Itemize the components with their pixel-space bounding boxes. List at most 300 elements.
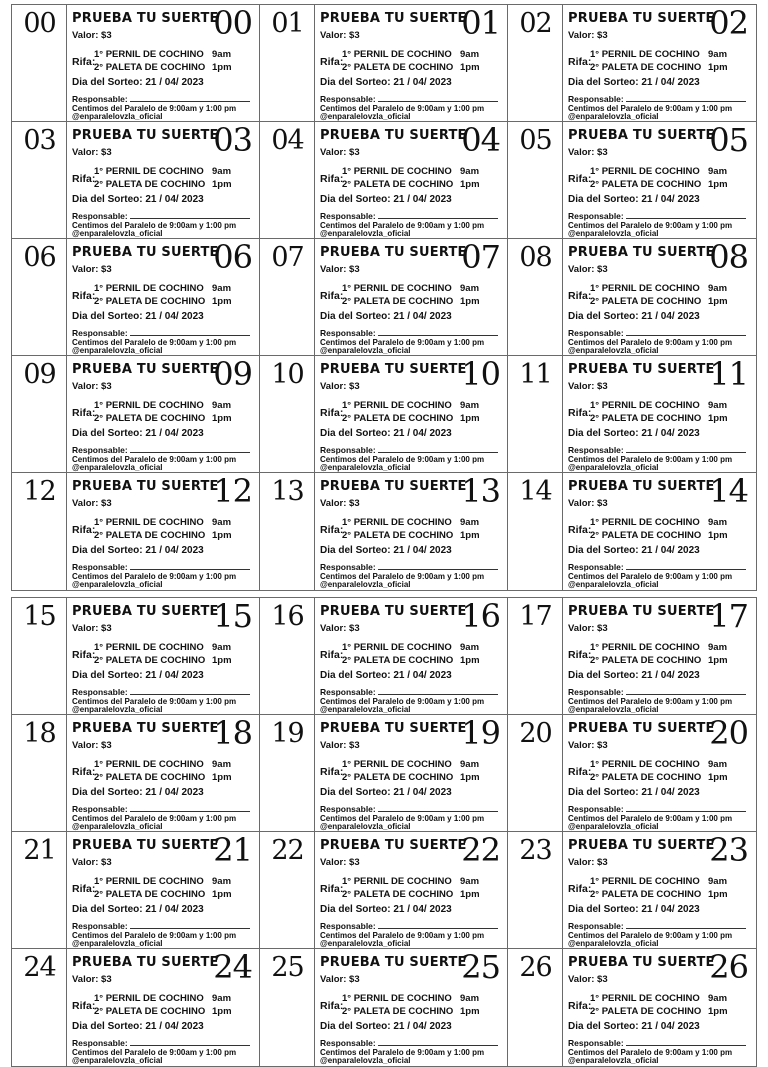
raffle-ticket [11,4,261,123]
stub-number: 15 [23,601,56,632]
ticket-stub [260,715,315,832]
ticket-number: 26 [709,948,748,986]
draw-source-note: Centimos del Paralelo de 9:00am y 1:00 pm [72,455,237,464]
first-prize-name: 1° PERNIL DE COCHINO [590,166,700,177]
first-prize [590,759,728,770]
ticket-price: Valor: $3 [320,623,360,634]
first-prize [342,49,480,60]
draw-source-note: Centimos del Paralelo de 9:00am y 1:00 pm [72,814,237,823]
first-prize [94,49,232,60]
ticket-stub [12,832,67,949]
draw-date: Dia del Sorteo: 21 / 04/ 2023 [320,787,452,798]
first-prize-name: 1° PERNIL DE COCHINO [590,993,700,1004]
raffle-ticket [11,472,261,591]
stub-number: 18 [23,718,56,749]
second-prize-name: 2° PALETA DE COCHINO [342,296,454,307]
ticket-stub [12,949,67,1066]
instagram-handle: @enparalelovzla_oficial [568,463,659,472]
ticket-number: 08 [709,238,748,276]
ticket-number: 09 [213,355,252,393]
instagram-handle: @enparalelovzla_oficial [320,822,411,831]
draw-source-note: Centimos del Paralelo de 9:00am y 1:00 pm [568,1048,733,1057]
second-prize [94,62,232,73]
ticket-title: PRUEBA TU SUERTE [320,362,467,377]
ticket-title: PRUEBA TU SUERTE [72,128,219,143]
second-prize-name: 2° PALETA DE COCHINO [342,772,454,783]
ticket-title: PRUEBA TU SUERTE [568,479,715,494]
raffle-label: Rifa: [72,173,96,185]
raffle-ticket [507,948,757,1067]
ticket-stub [12,598,67,715]
second-prize-name: 2° PALETA DE COCHINO [94,530,206,541]
first-prize-name: 1° PERNIL DE COCHINO [590,400,700,411]
draw-source-note: Centimos del Paralelo de 9:00am y 1:00 pm [72,338,237,347]
ticket-stub [508,356,563,473]
responsible-label: Responsable: [568,445,624,455]
first-prize [590,642,728,653]
stub-number: 08 [519,242,552,273]
first-prize-time: 9am [460,283,480,294]
ticket-title: PRUEBA TU SUERTE [72,362,219,377]
draw-date: Dia del Sorteo: 21 / 04/ 2023 [320,311,452,322]
first-prize-time: 9am [708,876,728,887]
raffle-ticket [259,121,509,240]
second-prize-time: 1pm [460,655,480,666]
second-prize [94,772,232,783]
raffle-label: Rifa: [568,290,592,302]
first-prize-name: 1° PERNIL DE COCHINO [94,400,204,411]
second-prize-time: 1pm [708,889,728,900]
first-prize [342,166,480,177]
responsible-label: Responsable: [320,687,376,697]
second-prize [342,62,480,73]
stub-number: 06 [23,242,56,273]
raffle-label: Rifa: [320,766,344,778]
draw-source-note: Centimos del Paralelo de 9:00am y 1:00 pm [320,104,485,113]
responsible-blank-line [378,210,498,219]
stub-number: 17 [519,601,552,632]
responsible-label: Responsable: [320,804,376,814]
second-prize-name: 2° PALETA DE COCHINO [590,413,702,424]
second-prize-name: 2° PALETA DE COCHINO [94,296,206,307]
second-prize-time: 1pm [460,889,480,900]
second-prize [94,530,232,541]
first-prize-name: 1° PERNIL DE COCHINO [94,517,204,528]
ticket-title: PRUEBA TU SUERTE [320,838,467,853]
ticket-title: PRUEBA TU SUERTE [568,128,715,143]
responsible-blank-line [130,561,250,570]
responsible-blank-line [130,210,250,219]
responsible-label: Responsable: [72,804,128,814]
responsible-label: Responsable: [320,328,376,338]
ticket-title: PRUEBA TU SUERTE [320,721,467,736]
responsible-blank-line [130,93,250,102]
first-prize-time: 9am [460,400,480,411]
draw-date: Dia del Sorteo: 21 / 04/ 2023 [568,787,700,798]
ticket-title: PRUEBA TU SUERTE [568,362,715,377]
instagram-handle: @enparalelovzla_oficial [72,112,163,121]
draw-date: Dia del Sorteo: 21 / 04/ 2023 [568,545,700,556]
second-prize [94,413,232,424]
instagram-handle: @enparalelovzla_oficial [320,112,411,121]
first-prize-time: 9am [708,517,728,528]
draw-date: Dia del Sorteo: 21 / 04/ 2023 [72,428,204,439]
responsible-label: Responsable: [568,562,624,572]
ticket-stub [508,715,563,832]
ticket-price: Valor: $3 [568,147,608,158]
draw-source-note: Centimos del Paralelo de 9:00am y 1:00 pm [320,697,485,706]
ticket-stub [508,122,563,239]
responsible-label: Responsable: [320,1038,376,1048]
stub-number: 21 [23,835,56,866]
ticket-stub [12,356,67,473]
raffle-ticket [507,238,757,357]
ticket-number: 10 [461,355,500,393]
ticket-stub [260,356,315,473]
ticket-stub [508,5,563,122]
responsible-label: Responsable: [72,1038,128,1048]
instagram-handle: @enparalelovzla_oficial [320,939,411,948]
ticket-number: 25 [461,948,500,986]
ticket-price: Valor: $3 [72,147,112,158]
first-prize [342,993,480,1004]
first-prize [94,876,232,887]
draw-source-note: Centimos del Paralelo de 9:00am y 1:00 pm [320,221,485,230]
first-prize-time: 9am [460,166,480,177]
raffle-ticket [507,472,757,591]
second-prize-name: 2° PALETA DE COCHINO [590,1006,702,1017]
second-prize-name: 2° PALETA DE COCHINO [94,655,206,666]
second-prize [590,62,728,73]
first-prize [94,517,232,528]
second-prize-time: 1pm [708,62,728,73]
ticket-number: 15 [213,597,252,635]
ticket-price: Valor: $3 [568,974,608,985]
ticket-title: PRUEBA TU SUERTE [72,604,219,619]
instagram-handle: @enparalelovzla_oficial [568,229,659,238]
second-prize [94,655,232,666]
first-prize-name: 1° PERNIL DE COCHINO [94,642,204,653]
first-prize-name: 1° PERNIL DE COCHINO [590,876,700,887]
ticket-price: Valor: $3 [72,623,112,634]
second-prize-name: 2° PALETA DE COCHINO [342,530,454,541]
first-prize-time: 9am [708,283,728,294]
instagram-handle: @enparalelovzla_oficial [568,822,659,831]
responsible-blank-line [378,686,498,695]
raffle-ticket [507,4,757,123]
ticket-number: 01 [461,4,500,42]
ticket-price: Valor: $3 [72,974,112,985]
first-prize-time: 9am [212,876,232,887]
first-prize-name: 1° PERNIL DE COCHINO [342,49,452,60]
first-prize-time: 9am [460,993,480,1004]
responsible-label: Responsable: [568,687,624,697]
raffle-label: Rifa: [320,407,344,419]
ticket-stub [260,949,315,1066]
second-prize-time: 1pm [212,413,232,424]
raffle-ticket [507,831,757,950]
first-prize-name: 1° PERNIL DE COCHINO [590,759,700,770]
responsible-blank-line [378,803,498,812]
ticket-title: PRUEBA TU SUERTE [568,838,715,853]
first-prize [94,283,232,294]
instagram-handle: @enparalelovzla_oficial [72,229,163,238]
ticket-number: 21 [213,831,252,869]
second-prize-name: 2° PALETA DE COCHINO [94,772,206,783]
stub-number: 22 [271,835,304,866]
ticket-price: Valor: $3 [568,381,608,392]
first-prize-time: 9am [212,49,232,60]
instagram-handle: @enparalelovzla_oficial [72,705,163,714]
ticket-stub [12,715,67,832]
second-prize-name: 2° PALETA DE COCHINO [94,179,206,190]
ticket-number: 18 [213,714,252,752]
second-prize-name: 2° PALETA DE COCHINO [94,62,206,73]
responsible-label: Responsable: [72,94,128,104]
first-prize-time: 9am [708,400,728,411]
ticket-stub [12,122,67,239]
first-prize-time: 9am [708,166,728,177]
responsible-blank-line [130,444,250,453]
ticket-stub [508,239,563,356]
responsible-blank-line [378,93,498,102]
first-prize-time: 9am [460,517,480,528]
draw-source-note: Centimos del Paralelo de 9:00am y 1:00 pm [72,931,237,940]
ticket-stub [260,5,315,122]
draw-source-note: Centimos del Paralelo de 9:00am y 1:00 pm [320,455,485,464]
raffle-label: Rifa: [72,1000,96,1012]
ticket-title: PRUEBA TU SUERTE [320,128,467,143]
second-prize-time: 1pm [460,530,480,541]
first-prize [342,517,480,528]
first-prize-time: 9am [460,49,480,60]
raffle-ticket [11,121,261,240]
ticket-number: 14 [709,472,748,510]
second-prize-name: 2° PALETA DE COCHINO [590,62,702,73]
draw-date: Dia del Sorteo: 21 / 04/ 2023 [72,670,204,681]
raffle-label: Rifa: [320,883,344,895]
responsible-label: Responsable: [568,328,624,338]
ticket-stub [260,598,315,715]
first-prize-time: 9am [460,759,480,770]
second-prize-name: 2° PALETA DE COCHINO [94,413,206,424]
first-prize-name: 1° PERNIL DE COCHINO [94,166,204,177]
second-prize [342,530,480,541]
second-prize-time: 1pm [708,1006,728,1017]
raffle-label: Rifa: [72,407,96,419]
responsible-label: Responsable: [72,445,128,455]
responsible-blank-line [626,93,746,102]
ticket-title: PRUEBA TU SUERTE [568,604,715,619]
first-prize [342,876,480,887]
ticket-stub [260,473,315,590]
responsible-label: Responsable: [568,1038,624,1048]
second-prize-time: 1pm [212,62,232,73]
second-prize-name: 2° PALETA DE COCHINO [94,889,206,900]
draw-date: Dia del Sorteo: 21 / 04/ 2023 [568,1021,700,1032]
ticket-price: Valor: $3 [72,857,112,868]
second-prize-time: 1pm [212,889,232,900]
draw-date: Dia del Sorteo: 21 / 04/ 2023 [72,545,204,556]
stub-number: 24 [23,952,56,983]
ticket-stub [508,598,563,715]
second-prize [590,655,728,666]
ticket-price: Valor: $3 [72,381,112,392]
ticket-stub [508,832,563,949]
instagram-handle: @enparalelovzla_oficial [568,346,659,355]
ticket-price: Valor: $3 [320,147,360,158]
draw-source-note: Centimos del Paralelo de 9:00am y 1:00 pm [568,572,733,581]
raffle-ticket [259,948,509,1067]
stub-number: 25 [271,952,304,983]
draw-date: Dia del Sorteo: 21 / 04/ 2023 [72,1021,204,1032]
raffle-ticket [507,597,757,716]
ticket-price: Valor: $3 [568,498,608,509]
draw-date: Dia del Sorteo: 21 / 04/ 2023 [72,77,204,88]
second-prize-time: 1pm [460,62,480,73]
second-prize-name: 2° PALETA DE COCHINO [590,296,702,307]
stub-number: 01 [271,8,304,39]
second-prize-time: 1pm [708,296,728,307]
instagram-handle: @enparalelovzla_oficial [320,229,411,238]
draw-date: Dia del Sorteo: 21 / 04/ 2023 [568,904,700,915]
ticket-number: 17 [709,597,748,635]
ticket-number: 20 [709,714,748,752]
second-prize [342,413,480,424]
first-prize-time: 9am [212,400,232,411]
second-prize [342,655,480,666]
instagram-handle: @enparalelovzla_oficial [568,580,659,589]
instagram-handle: @enparalelovzla_oficial [320,1056,411,1065]
stub-number: 23 [519,835,552,866]
raffle-ticket [259,472,509,591]
raffle-ticket [11,714,261,833]
second-prize-time: 1pm [212,655,232,666]
second-prize-name: 2° PALETA DE COCHINO [590,179,702,190]
ticket-title: PRUEBA TU SUERTE [568,721,715,736]
first-prize-time: 9am [708,49,728,60]
raffle-label: Rifa: [320,173,344,185]
ticket-title: PRUEBA TU SUERTE [568,11,715,26]
ticket-price: Valor: $3 [568,30,608,41]
responsible-label: Responsable: [568,804,624,814]
ticket-number: 12 [213,472,252,510]
first-prize [590,166,728,177]
stub-number: 12 [23,476,56,507]
second-prize [590,889,728,900]
raffle-label: Rifa: [320,524,344,536]
first-prize-time: 9am [212,993,232,1004]
first-prize-name: 1° PERNIL DE COCHINO [94,49,204,60]
ticket-title: PRUEBA TU SUERTE [320,245,467,260]
responsible-label: Responsable: [72,211,128,221]
ticket-title: PRUEBA TU SUERTE [320,604,467,619]
first-prize [590,876,728,887]
second-prize-time: 1pm [460,1006,480,1017]
draw-source-note: Centimos del Paralelo de 9:00am y 1:00 pm [320,572,485,581]
second-prize-name: 2° PALETA DE COCHINO [342,655,454,666]
responsible-label: Responsable: [320,921,376,931]
draw-date: Dia del Sorteo: 21 / 04/ 2023 [72,311,204,322]
draw-source-note: Centimos del Paralelo de 9:00am y 1:00 pm [72,1048,237,1057]
responsible-label: Responsable: [72,687,128,697]
draw-source-note: Centimos del Paralelo de 9:00am y 1:00 pm [320,931,485,940]
ticket-price: Valor: $3 [568,623,608,634]
second-prize [94,296,232,307]
draw-source-note: Centimos del Paralelo de 9:00am y 1:00 pm [568,455,733,464]
draw-source-note: Centimos del Paralelo de 9:00am y 1:00 pm [568,338,733,347]
ticket-price: Valor: $3 [320,740,360,751]
raffle-label: Rifa: [568,649,592,661]
instagram-handle: @enparalelovzla_oficial [568,939,659,948]
first-prize [342,759,480,770]
responsible-blank-line [378,327,498,336]
ticket-number: 04 [461,121,500,159]
instagram-handle: @enparalelovzla_oficial [72,463,163,472]
first-prize-name: 1° PERNIL DE COCHINO [94,993,204,1004]
draw-date: Dia del Sorteo: 21 / 04/ 2023 [320,670,452,681]
ticket-price: Valor: $3 [568,857,608,868]
raffle-ticket [11,238,261,357]
draw-source-note: Centimos del Paralelo de 9:00am y 1:00 pm [568,104,733,113]
raffle-label: Rifa: [320,1000,344,1012]
ticket-number: 05 [709,121,748,159]
second-prize-time: 1pm [460,772,480,783]
raffle-label: Rifa: [320,56,344,68]
second-prize-time: 1pm [460,413,480,424]
first-prize-name: 1° PERNIL DE COCHINO [342,166,452,177]
responsible-blank-line [626,561,746,570]
raffle-ticket [259,238,509,357]
ticket-price: Valor: $3 [568,264,608,275]
ticket-number: 16 [461,597,500,635]
ticket-number: 07 [461,238,500,276]
responsible-label: Responsable: [72,921,128,931]
draw-source-note: Centimos del Paralelo de 9:00am y 1:00 pm [72,572,237,581]
first-prize-time: 9am [212,166,232,177]
ticket-price: Valor: $3 [72,740,112,751]
responsible-label: Responsable: [568,94,624,104]
second-prize-name: 2° PALETA DE COCHINO [590,655,702,666]
second-prize-time: 1pm [212,1006,232,1017]
first-prize-time: 9am [212,517,232,528]
second-prize [342,296,480,307]
second-prize-time: 1pm [460,179,480,190]
ticket-price: Valor: $3 [72,30,112,41]
ticket-title: PRUEBA TU SUERTE [320,955,467,970]
ticket-title: PRUEBA TU SUERTE [72,955,219,970]
raffle-ticket [507,121,757,240]
second-prize-name: 2° PALETA DE COCHINO [94,1006,206,1017]
draw-date: Dia del Sorteo: 21 / 04/ 2023 [320,904,452,915]
second-prize-name: 2° PALETA DE COCHINO [342,889,454,900]
raffle-label: Rifa: [72,524,96,536]
draw-date: Dia del Sorteo: 21 / 04/ 2023 [320,77,452,88]
first-prize-time: 9am [212,642,232,653]
second-prize [590,772,728,783]
stub-number: 19 [271,718,304,749]
raffle-label: Rifa: [568,56,592,68]
instagram-handle: @enparalelovzla_oficial [568,112,659,121]
responsible-blank-line [130,1037,250,1046]
raffle-ticket [11,948,261,1067]
draw-source-note: Centimos del Paralelo de 9:00am y 1:00 pm [568,697,733,706]
stub-number: 00 [23,8,56,39]
raffle-ticket [259,714,509,833]
responsible-blank-line [626,444,746,453]
first-prize [590,993,728,1004]
first-prize [590,49,728,60]
